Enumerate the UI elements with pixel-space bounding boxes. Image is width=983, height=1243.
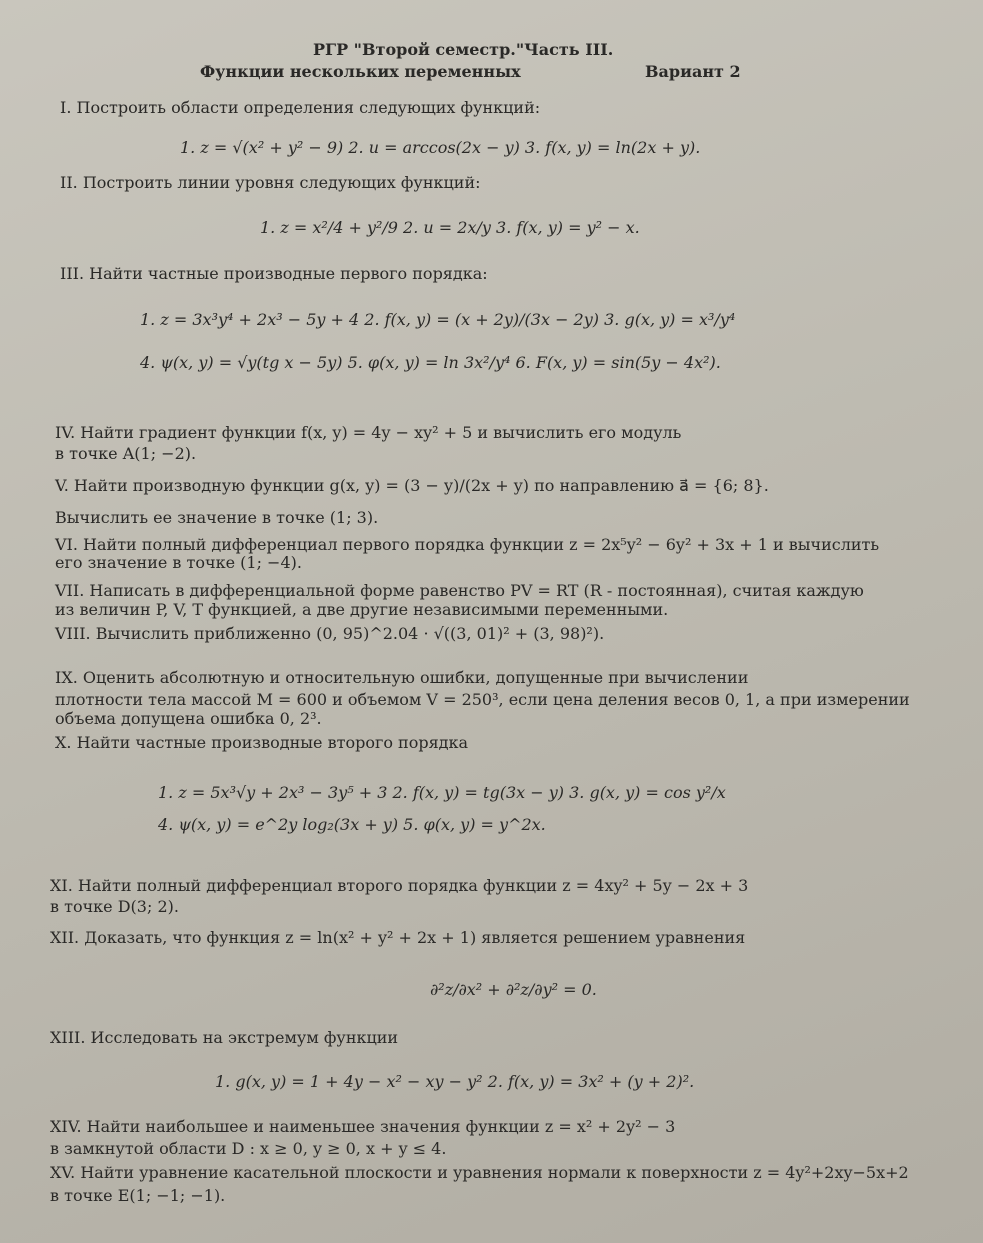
section-10-title: X. Найти частные производные второго порядка bbox=[55, 733, 469, 752]
header-subtitle: Функции нескольких переменных bbox=[200, 62, 521, 81]
section-7-line-1: VII. Написать в дифференциальной форме равенство PV = RT (R - постоянная), считая каждую bbox=[55, 581, 864, 600]
section-1-formulas: 1. z = √(x² + y² − 9) 2. u = arccos(2x − y) 3. f(x, y) = ln(2x + y). bbox=[180, 138, 701, 157]
section-5-line-1: V. Найти производную функции g(x, y) = (3 − y)/(2x + y) по направлению a⃗ = {6; 8}. bbox=[55, 476, 769, 495]
section-12-equation: ∂²z/∂x² + ∂²z/∂y² = 0. bbox=[430, 980, 597, 999]
section-14-line-2: в замкнутой области D : x ≥ 0, y ≥ 0, x + y ≤ 4. bbox=[50, 1139, 447, 1158]
section-8-line-1: VIII. Вычислить приближенно (0, 95)^2.04 · √((3, 01)² + (3, 98)²). bbox=[55, 624, 605, 643]
section-5-line-2: Вычислить ее значение в точке (1; 3). bbox=[55, 508, 379, 527]
section-11-line-2: в точке D(3; 2). bbox=[50, 897, 179, 916]
variant-label: Вариант 2 bbox=[645, 62, 741, 81]
section-14-line-1: XIV. Найти наибольшее и наименьшее значения функции z = x² + 2y² − 3 bbox=[50, 1117, 676, 1136]
section-3-title: III. Найти частные производные первого порядка: bbox=[60, 264, 488, 283]
section-13-formulas: 1. g(x, y) = 1 + 4y − x² − xy − y² 2. f(x, y) = 3x² + (y + 2)². bbox=[215, 1072, 695, 1091]
section-3-row-1: 1. z = 3x³y⁴ + 2x³ − 5y + 4 2. f(x, y) = (x + 2y)/(3x − 2y) 3. g(x, y) = x³/y⁴ bbox=[140, 310, 736, 329]
section-12-line-1: XII. Доказать, что функция z = ln(x² + y² + 2x + 1) является решением уравнения bbox=[50, 928, 746, 947]
section-9-line-1: IX. Оценить абсолютную и относительную ошибки, допущенные при вычислении bbox=[55, 668, 749, 687]
section-9-line-2: плотности тела массой M = 600 и объемом V = 250³, если цена деления весов 0, 1, а при измерении bbox=[55, 690, 910, 709]
section-11-line-1: XI. Найти полный дифференциал второго порядка функции z = 4xy² + 5y − 2x + 3 bbox=[50, 876, 749, 895]
section-1-title: I. Построить области определения следующих функций: bbox=[60, 98, 541, 117]
section-10-row-1: 1. z = 5x³√y + 2x³ − 3y⁵ + 3 2. f(x, y) = tg(3x − y) 3. g(x, y) = cos y²/x bbox=[158, 783, 726, 802]
section-4-line-1: IV. Найти градиент функции f(x, y) = 4y − xy² + 5 и вычислить его модуль bbox=[55, 423, 682, 442]
section-6-line-2: его значение в точке (1; −4). bbox=[55, 553, 302, 572]
section-3-row-2: 4. ψ(x, y) = √y(tg x − 5y) 5. φ(x, y) = ln 3x²/y⁴ 6. F(x, y) = sin(5y − 4x²). bbox=[140, 353, 721, 372]
section-10-row-2: 4. ψ(x, y) = e^2y log₂(3x + y) 5. φ(x, y) = y^2x. bbox=[158, 815, 546, 834]
section-7-line-2: из величин P, V, T функцией, а две другие независимыми переменными. bbox=[55, 600, 669, 619]
section-4-line-2: в точке A(1; −2). bbox=[55, 444, 197, 463]
section-2-title: II. Построить линии уровня следующих функций: bbox=[60, 173, 481, 192]
section-13-title: XIII. Исследовать на экстремум функции bbox=[50, 1028, 399, 1047]
section-15-line-2: в точке E(1; −1; −1). bbox=[50, 1186, 226, 1205]
section-6-line-1: VI. Найти полный дифференциал первого порядка функции z = 2x⁵y² − 6y² + 3x + 1 и вычислить bbox=[55, 535, 880, 554]
section-9-line-3: объема допущена ошибка 0, 2³. bbox=[55, 709, 322, 728]
header-title: РГР "Второй семестр."Часть III. bbox=[313, 40, 614, 59]
section-15-line-1: XV. Найти уравнение касательной плоскости и уравнения нормали к поверхности z = 4y²+2xy−5x+2 bbox=[50, 1163, 909, 1182]
section-2-formulas: 1. z = x²/4 + y²/9 2. u = 2x/y 3. f(x, y) = y² − x. bbox=[260, 218, 640, 237]
